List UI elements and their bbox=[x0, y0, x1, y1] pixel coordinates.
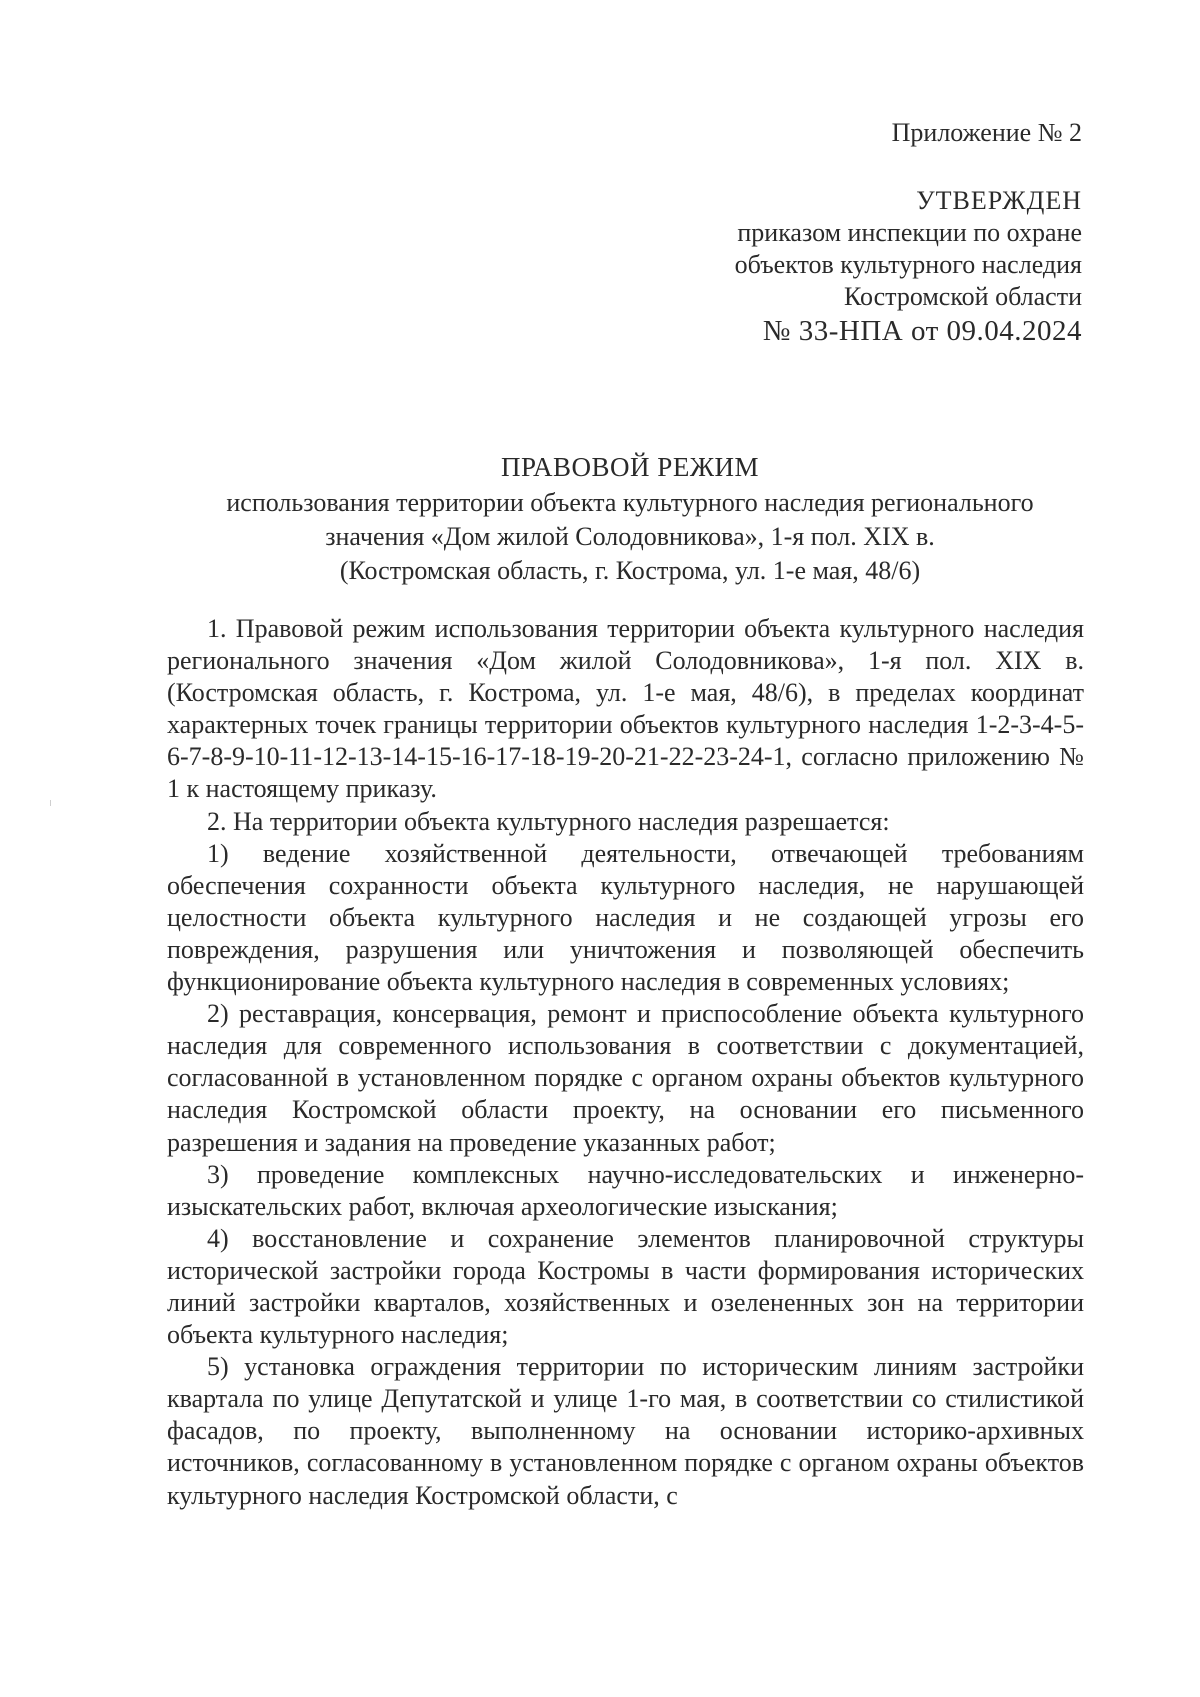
paragraph-1: 1. Правовой режим использования территории объекта культурного наследия регионального значения «Дом жилой Солодовникова», 1-я пол. XIX в. (Костромская область, г. Кострома, ул. 1-е мая, 48/6), в пределах координат характерных точек границы территории объектов культурного наследия 1-2-3-4-5-6-7-8-9-10-11-12-13-14-15-16-17-18-19-20-21-22-23-24-1, согласно приложению № 1 к настоящему приказу. bbox=[167, 614, 1084, 804]
title-subline-2: значения «Дом жилой Солодовникова», 1-я пол. XIX в. bbox=[325, 522, 935, 551]
approval-line-3: Костромской области bbox=[843, 282, 1082, 311]
document-title: ПРАВОВОЙ РЕЖИМ bbox=[500, 452, 760, 482]
title-subline-3: (Костромская область, г. Кострома, ул. 1-е мая, 48/6) bbox=[339, 556, 921, 585]
order-number: № 33-НПА от 09.04.2024 bbox=[762, 315, 1082, 347]
approved-label: УТВЕРЖДЕН bbox=[916, 186, 1082, 215]
annex-label: Приложение № 2 bbox=[891, 118, 1082, 147]
paragraph-2: 2. На территории объекта культурного наследия разрешается: bbox=[207, 806, 890, 836]
list-item-5: 5) установка ограждения территории по историческим линиям застройки квартала по улице Депутатской и улице 1-го мая, в соответствии со стилистикой фасадов, по проекту, выполненному на основании историко-архивных источников, согласованному в установленном порядке с органом охраны объектов культурного наследия Костромской области, с bbox=[167, 1352, 1084, 1510]
scan-margin-mark bbox=[50, 800, 51, 806]
document-body bbox=[167, 613, 1084, 1512]
list-item-4: 4) восстановление и сохранение элементов планировочной структуры исторической застройки города Костромы в части формирования исторических линий застройки кварталов, хозяйственных и озелененных зон на территории объекта культурного наследия; bbox=[167, 1223, 1084, 1350]
list-item-1: 1) ведение хозяйственной деятельности, отвечающей требованиям обеспечения сохранности объекта культурного наследия, не нарушающей целостности объекта культурного наследия и не создающей угрозы его повреждения, разрушения или уничтожения и позволяющей обеспечить функционирование объекта культурного наследия в современных условиях; bbox=[167, 838, 1084, 997]
list-item-3: 3) проведение комплексных научно-исследовательских и инженерно-изыскательских работ, включая археологические изыскания; bbox=[167, 1159, 1084, 1221]
approval-block bbox=[562, 117, 1082, 349]
document-title-block bbox=[150, 450, 1110, 588]
approval-line-2: объектов культурного наследия bbox=[734, 250, 1082, 279]
list-item-2: 2) реставрация, консервация, ремонт и приспособление объекта культурного наследия для современного использования в соответствии с документацией, согласованной в установленном порядке с органом охраны объектов культурного наследия Костромской области проекту, на основании его письменного разрешения и задания на проведение указанных работ; bbox=[167, 999, 1084, 1157]
approval-line-1: приказом инспекции по охране bbox=[737, 218, 1082, 247]
title-subline-1: использования территории объекта культурного наследия регионального bbox=[226, 488, 1034, 517]
